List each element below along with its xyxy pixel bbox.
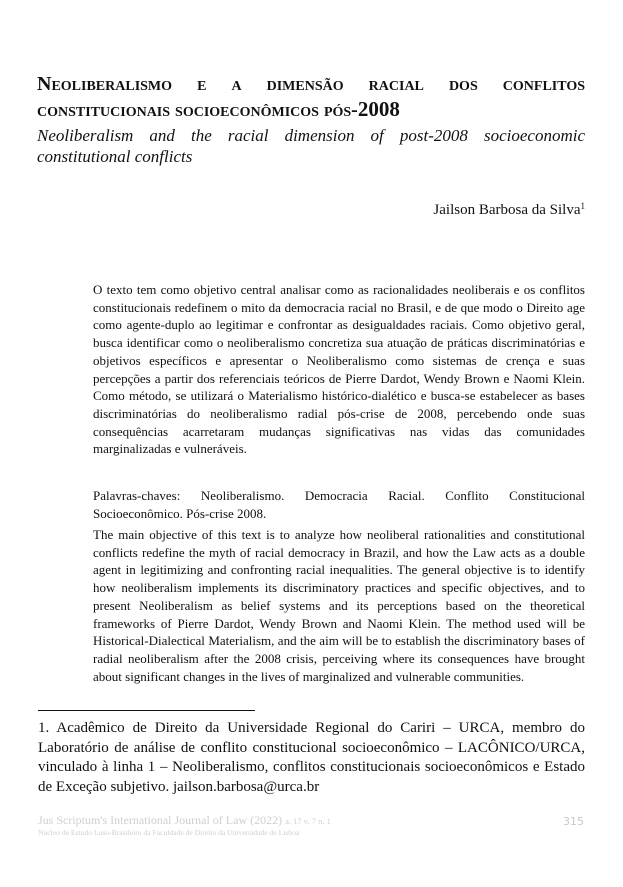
journal-citation: [38, 813, 331, 828]
title-line-2: constitucionais socioeconômicos pós-: [37, 99, 358, 121]
author-footnote-mark[interactable]: 1: [580, 201, 585, 211]
journal-footer: [38, 813, 331, 838]
journal-issue: a. 17 v. 7 n. 1: [285, 816, 331, 826]
title-year: 2008: [357, 97, 400, 121]
journal-name: Jus Scriptum's International Journal of Law (2022): [38, 813, 283, 827]
footnote-1: 1. Acadêmico de Direito da Universidade Regional do Cariri – URCA, membro do Laboratório de análise de conflito constitucional socioeconômico – LACÔNICO/URCA, vinculado à linha 1 – Neoliberalismo, conflitos constitucionais socioeconômicos e Estado de Exceção subjetivo. jailson.barbosa@urca.br: [38, 720, 585, 795]
keywords: Palavras-chaves: Neoliberalismo. Democracia Racial. Conflito Constitucional Socioeconômico. Pós-crise 2008.: [93, 488, 585, 521]
page-number: 315: [563, 815, 584, 828]
journal-institution: Núcleo de Estudo Luso-Brasileiro da Faculdade de Direito da Universidade de Lisboa: [38, 828, 300, 837]
footnote-divider: [38, 710, 255, 711]
abstract-english: The main objective of this text is to analyze how neoliberal rationalities and constitutional conflicts redefine the myth of racial democracy in Brazil, and how the Law acts as a double agent in legitimizing and confronting racial inequalities. The general objective is to identify how neoliberalism implements its discriminatory practices and specific objectives, and to present Neoliberalism as belief systems and its perceptions based on the theoretical frameworks of Pierre Dardot, Wendy Brown and Naomi Klein. The method used will be Historical-Dialectical Materialism, and the aim will be to establish the discriminatory bases of radial neoliberalism after the 2008 crisis, perceiving where its consequences have brought about significant changes in the lives of marginalized and vulnerable communities.: [93, 527, 585, 684]
author-line: [433, 201, 585, 219]
paper-subtitle: Neoliberalism and the racial dimension of post-2008 socioeconomic constitutional conflicts: [37, 126, 585, 166]
title-line-1: Neoliberalismo e a dimensão racial dos conflitos: [37, 73, 585, 95]
abstract-portuguese: O texto tem como objetivo central analisar como as racionalidades neoliberais e os conflitos constitucionais redefinem o mito da democracia racial no Brasil, e de que modo o Direito age como agente-duplo ao legitimar e confrontar as desigualdades raciais. Como objetivo geral, busca identificar como o neoliberalismo concretiza sua atuação de práticas discriminatórias e objetivos específicos e apresentar o Neoliberalismo como sistemas de crença e suas percepções a partir dos referenciais teóricos de Pierre Dardot, Wendy Brown e Naomi Klein. Como método, se utilizará o Materialismo histórico-dialético e busca-se estabelecer as bases discriminatórias do neoliberalismo radial pós-crise de 2008, percebendo onde suas consequências acarretaram mudanças significativas nas vidas das comunidades marginalizadas e vulneráveis.: [93, 282, 585, 457]
author-name: Jailson Barbosa da Silva: [433, 202, 581, 218]
paper-title: [37, 72, 585, 123]
